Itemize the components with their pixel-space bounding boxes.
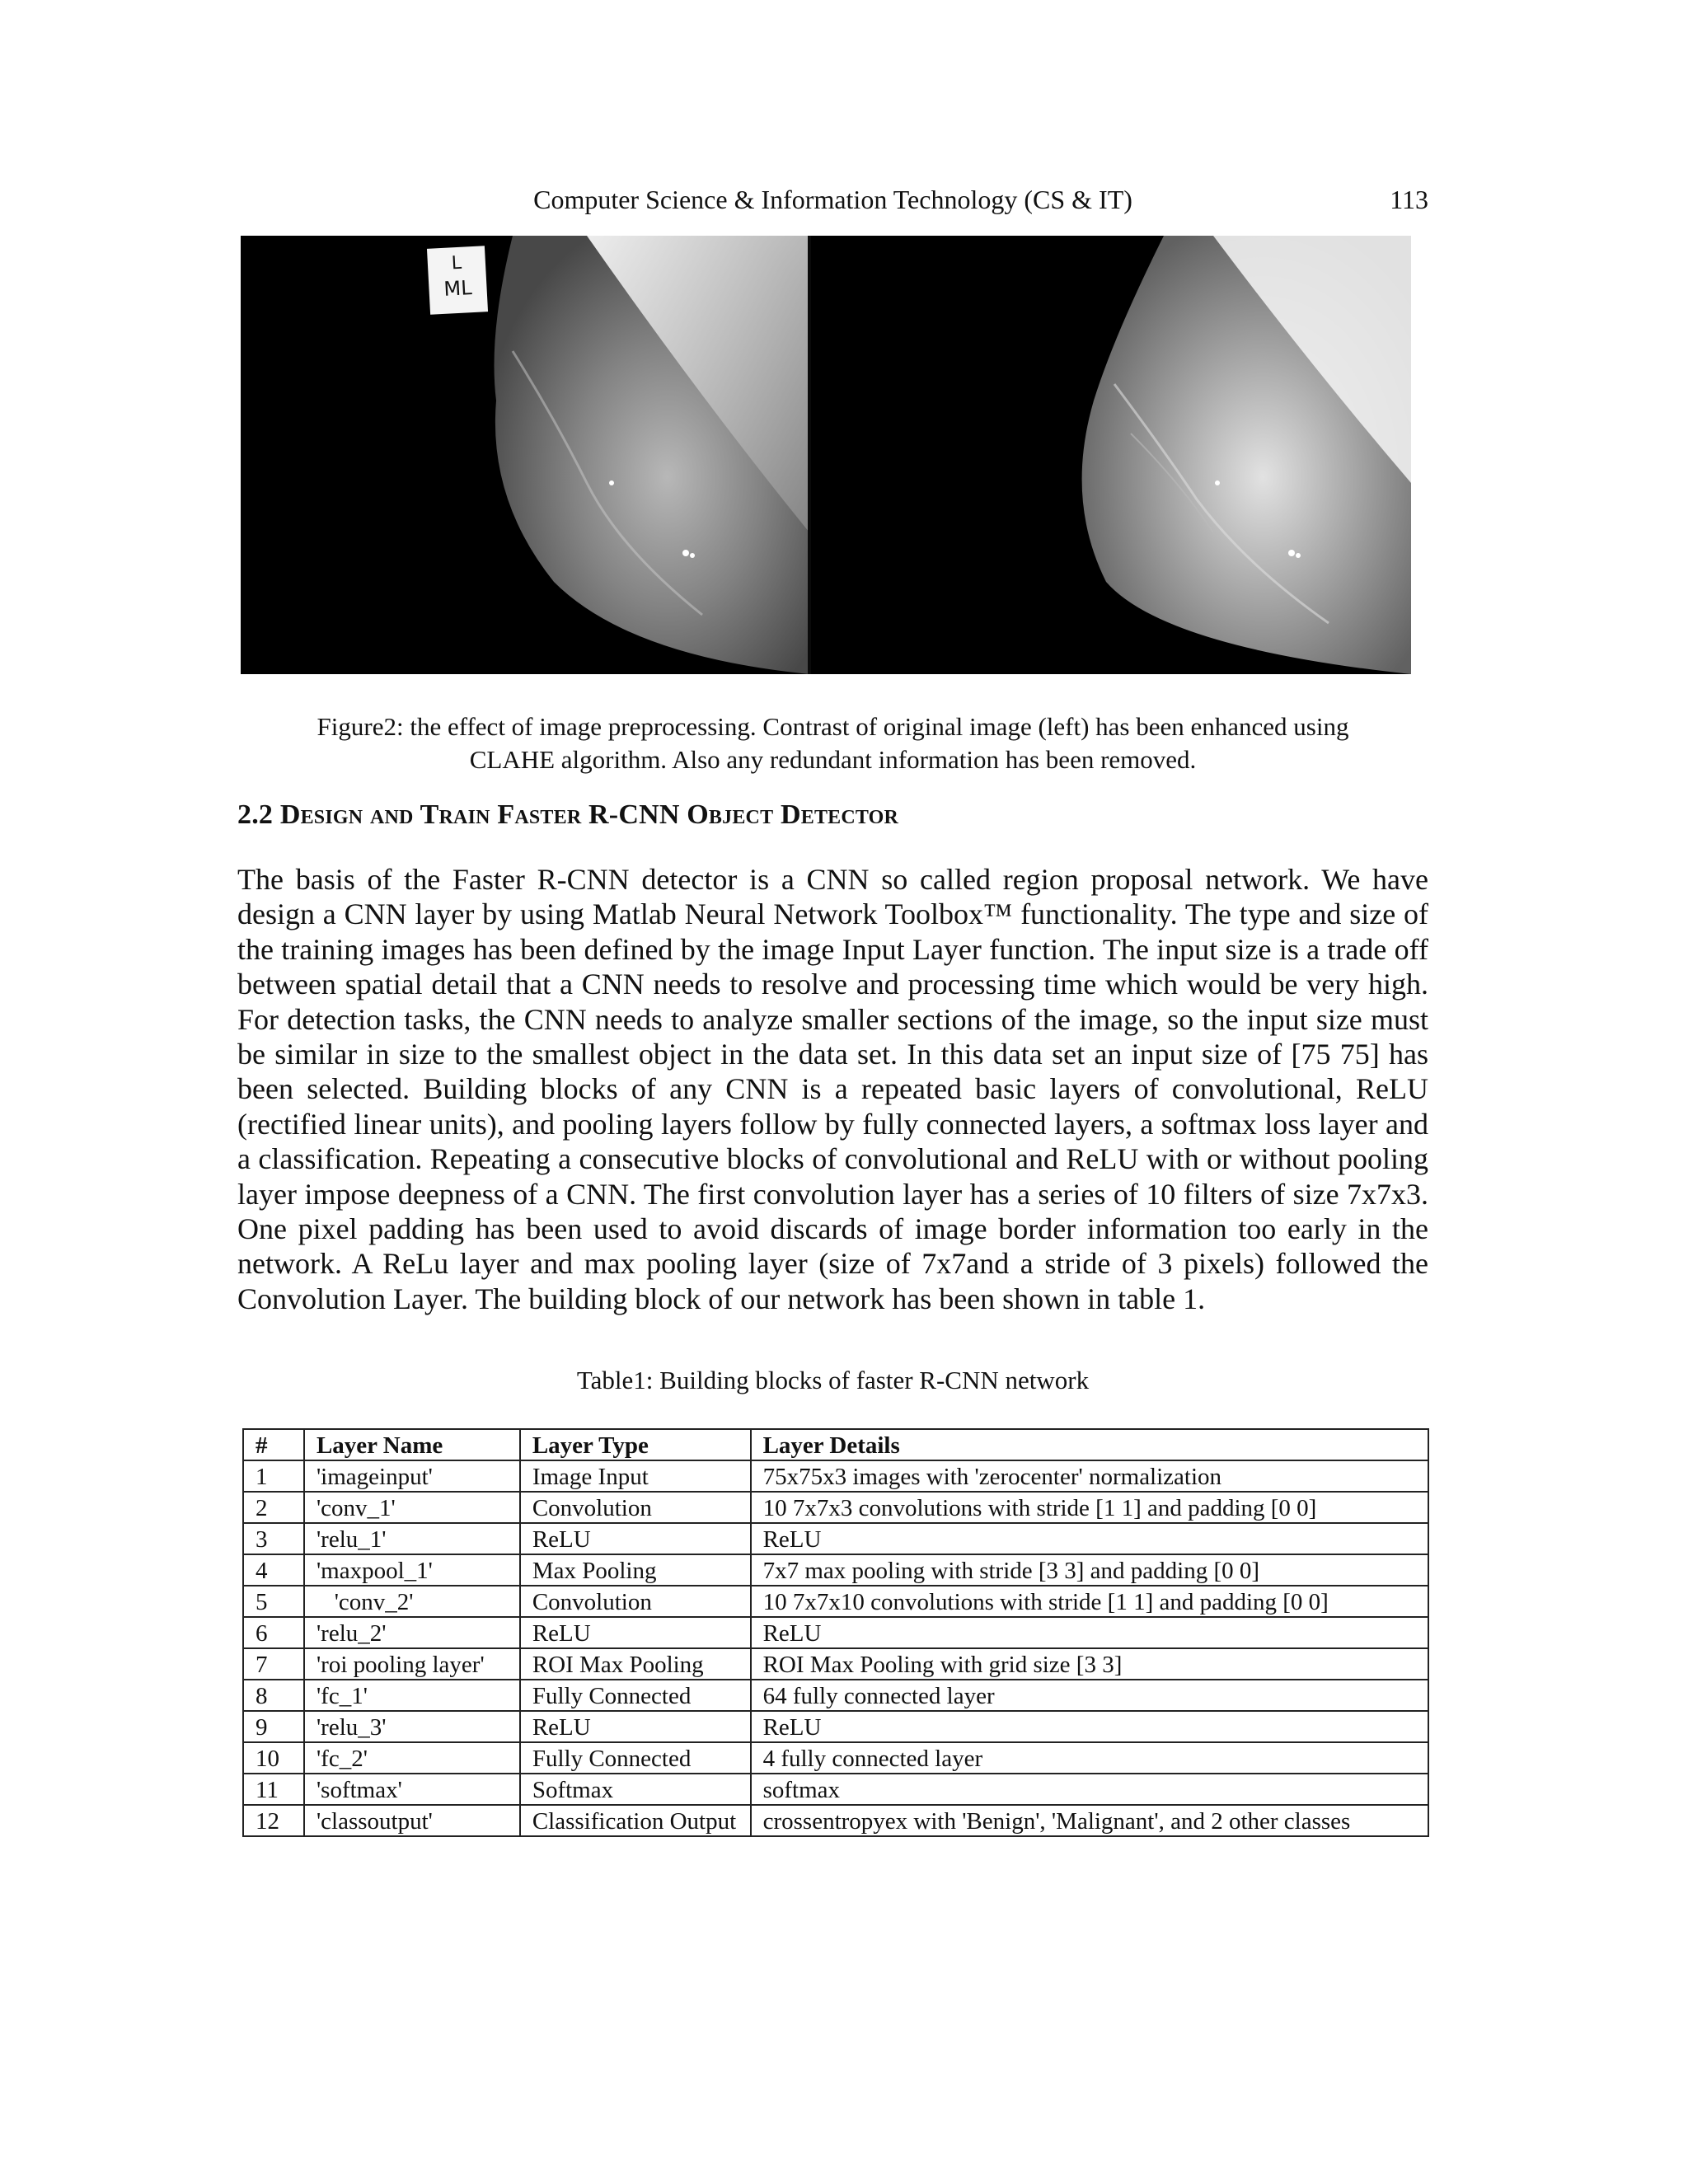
cell-number: 2 [243, 1492, 304, 1523]
figure-caption [237, 710, 1428, 776]
cell-layer-type: Image Input [520, 1460, 751, 1492]
cell-layer-details: 7x7 max pooling with stride [3 3] and padding [0 0] [751, 1554, 1428, 1586]
cell-layer-type: Convolution [520, 1586, 751, 1617]
running-title: Computer Science & Information Technology (CS & IT) [533, 185, 1132, 214]
mammogram-figure [241, 236, 1411, 674]
header-layer-type: Layer Type [520, 1429, 751, 1460]
cell-number: 3 [243, 1523, 304, 1554]
cell-layer-name: 'imageinput' [304, 1460, 520, 1492]
cell-number: 11 [243, 1774, 304, 1805]
cell-layer-name: 'conv_1' [304, 1492, 520, 1523]
cell-layer-details: crossentropyex with 'Benign', 'Malignant', and 2 other classes [751, 1805, 1428, 1836]
cell-layer-type: ROI Max Pooling [520, 1648, 751, 1680]
table-header-row [243, 1429, 1428, 1460]
cell-layer-type: Convolution [520, 1492, 751, 1523]
cell-layer-name: 'fc_2' [304, 1742, 520, 1774]
cell-layer-name: 'relu_3' [304, 1711, 520, 1742]
caption-line2: CLAHE algorithm. Also any redundant information has been removed. [469, 745, 1197, 774]
page-header [237, 185, 1428, 221]
marker-line1: L [451, 252, 462, 274]
mammogram-comparison-image [241, 236, 1411, 674]
cell-number: 6 [243, 1617, 304, 1648]
layers-table [242, 1428, 1429, 1837]
cell-layer-type: ReLU [520, 1617, 751, 1648]
table-row [243, 1742, 1428, 1774]
table-row [243, 1774, 1428, 1805]
cell-layer-type: Fully Connected [520, 1742, 751, 1774]
cell-layer-name: 'maxpool_1' [304, 1554, 520, 1586]
cell-layer-details: 10 7x7x3 convolutions with stride [1 1] and padding [0 0] [751, 1492, 1428, 1523]
cell-layer-details: ReLU [751, 1523, 1428, 1554]
cell-layer-details: ReLU [751, 1617, 1428, 1648]
cell-number: 10 [243, 1742, 304, 1774]
caption-line1: Figure2: the effect of image preprocessing. Contrast of original image (left) has been enhanced using [316, 712, 1349, 741]
cell-number: 12 [243, 1805, 304, 1836]
cell-layer-type: Softmax [520, 1774, 751, 1805]
section-heading [237, 799, 1428, 831]
cell-layer-name: 'roi pooling layer' [304, 1648, 520, 1680]
cell-layer-name: 'classoutput' [304, 1805, 520, 1836]
table-row [243, 1460, 1428, 1492]
cell-number: 4 [243, 1554, 304, 1586]
cell-layer-name: 'relu_2' [304, 1617, 520, 1648]
table-row [243, 1805, 1428, 1836]
cell-layer-name: 'softmax' [304, 1774, 520, 1805]
table-row [243, 1492, 1428, 1523]
side-marker-label [427, 246, 488, 315]
header-number: # [243, 1429, 304, 1460]
cell-layer-type: Classification Output [520, 1805, 751, 1836]
cell-number: 9 [243, 1711, 304, 1742]
cell-layer-type: Fully Connected [520, 1680, 751, 1711]
cell-layer-name: 'fc_1' [304, 1680, 520, 1711]
cell-number: 7 [243, 1648, 304, 1680]
cell-layer-type: Max Pooling [520, 1554, 751, 1586]
cell-layer-type: ReLU [520, 1523, 751, 1554]
table-row [243, 1586, 1428, 1617]
header-layer-name: Layer Name [304, 1429, 520, 1460]
cell-number: 5 [243, 1586, 304, 1617]
table-row [243, 1711, 1428, 1742]
cell-number: 1 [243, 1460, 304, 1492]
cell-layer-name: 'relu_1' [304, 1523, 520, 1554]
section-title: Design and Train Faster R-CNN Object Detector [279, 799, 899, 830]
cell-layer-details: 64 fully connected layer [751, 1680, 1428, 1711]
cell-layer-details: ReLU [751, 1711, 1428, 1742]
cell-layer-name: 'conv_2' [304, 1586, 520, 1617]
page-number: 113 [1390, 185, 1428, 214]
table-row [243, 1680, 1428, 1711]
cell-layer-details: softmax [751, 1774, 1428, 1805]
cell-layer-details: ROI Max Pooling with grid size [3 3] [751, 1648, 1428, 1680]
table-caption: Table1: Building blocks of faster R-CNN network [576, 1366, 1090, 1394]
cell-layer-details: 10 7x7x10 convolutions with stride [1 1] and padding [0 0] [751, 1586, 1428, 1617]
table-row [243, 1523, 1428, 1554]
marker-line2: ML [443, 276, 473, 301]
cell-layer-details: 4 fully connected layer [751, 1742, 1428, 1774]
cell-number: 8 [243, 1680, 304, 1711]
body-paragraph: The basis of the Faster R-CNN detector is a CNN so called region proposal network. We have design a CNN layer by using Matlab Neural Network Toolbox™ functionality. The type and size of the training images has been defined by the image Input Layer function. The input size is a trade off between spatial detail that a CNN needs to resolve and processing time which would be very high. For detection tasks, the CNN needs to analyze smaller sections of the image, so the input size must be similar in size to the smallest object in the data set. In this data set an input size of [75 75] has been selected. Building blocks of any CNN is a repeated basic layers of convolutional, ReLU (rectified linear units), and pooling layers follow by fully connected layers, a softmax loss layer and a classification. Repeating a consecutive blocks of convolutional and ReLU with or without pooling layer impose deepness of a CNN. The first convolution layer has a series of 10 filters of size 7x7x3. One pixel padding has been used to avoid discards of image border information too early in the network. A ReLu layer and max pooling layer (size of 7x7and a stride of 3 pixels) followed the Convolution Layer. The building block of our network has been shown in table 1. [237, 863, 1428, 1315]
header-layer-details: Layer Details [751, 1429, 1428, 1460]
table-row [243, 1554, 1428, 1586]
cell-layer-details: 75x75x3 images with 'zerocenter' normalization [751, 1460, 1428, 1492]
table-row [243, 1648, 1428, 1680]
cell-layer-type: ReLU [520, 1711, 751, 1742]
table-row [243, 1617, 1428, 1648]
section-number: 2.2 [237, 799, 274, 830]
